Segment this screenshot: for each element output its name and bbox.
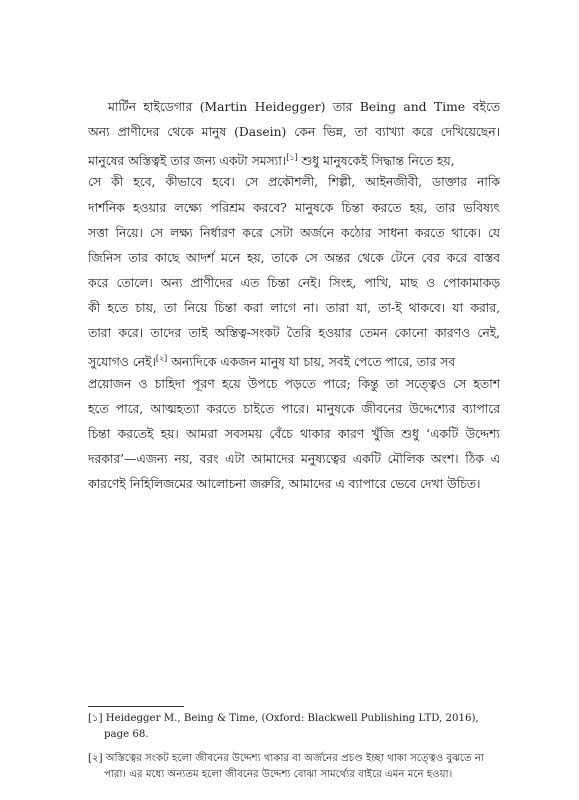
footnote-2: [২] অস্তিত্বের সংকট হলো জীবনের উদ্দেশ্য থাকার বা অর্জনের প্রচণ্ড ইচ্ছা থাকা সত্ত্বেও বুঝতে না: [88, 753, 484, 764]
text-line: সত্তা নিয়ে। সে লক্ষ্য নির্ধারণ করে সেটা অর্জনে কঠোর সাধনা করতে থাকে। যে: [88, 225, 500, 240]
text-line: দরকার’—এজন্য নয়, বরং এটা আমাদের মনুষ্যত্বের একটি মৌলিক অংশ। ঠিক এ: [88, 451, 500, 466]
footnote-ref-2[interactable]: [২]: [155, 354, 168, 364]
text-line: অন্য প্রাণীদের থেকে মানুষ (Dasein) কেন ভিন্ন, তা ব্যাখ্যা করে দেখিয়েছেন।: [88, 125, 500, 140]
text-line: প্রয়োজন ও চাহিদা পূরণ হয়ে উপচে পড়তে পারে; কিন্তু তা সত্ত্বেও সে হতাশ: [88, 376, 500, 391]
text-segment: মানুষের অস্তিত্বই তার জন্য একটা সমস্যা।: [88, 154, 287, 169]
text-line: দার্শনিক হওয়ার লক্ষ্যে পরিশ্রম করবে? মানুষকে চিন্তা করতে হয়, তার ভবিষ্যৎ: [88, 200, 500, 215]
footnotes: [88, 711, 500, 782]
text-line: জিনিস তার কাছে আদর্শ মনে হয়, তাকে সে অন্তর থেকে টেনে বের করে বাস্তব: [88, 250, 500, 265]
footnote-divider: [88, 706, 184, 707]
text-line: করে তোলে। অন্য প্রাণীদের এত চিন্তা নেই। সিংহ, পাখি, মাছ ও পোকামাকড়: [88, 275, 500, 290]
text-line: সে কী হবে, কীভাবে হবে। সে প্রকৌশলী, শিল্পী, আইনজীবী, ডাক্তার নাকি: [88, 175, 500, 190]
text-line: [88, 346, 500, 371]
footnote-1-continuation: page 68.: [104, 728, 149, 740]
footnote-1: [১] Heidegger M., Being & Time, (Oxford: Blackwell Publishing LTD, 2016),: [88, 713, 479, 724]
text-line: চিন্তা করতেই হয়। আমরা সবসময় বেঁচে থাকার কারণ খুঁজি শুধু ‘একটি উদ্দেশ্য: [88, 426, 500, 441]
text-line: তারা করে। তাদের তাই অস্তিত্ব-সংকট তৈরি হওয়ার তেমন কোনো কারণও নেই,: [88, 326, 500, 341]
text-line: কারণেই নিহিলিজমের আলোচনা জরুরি, আমাদের এ ব্যাপারে ভেবে দেখা উচিত।: [88, 477, 481, 492]
footnote-ref-1[interactable]: [১]: [286, 153, 298, 163]
text-segment: অন্যদিকে একজন মানুষ যা চায়, সবই পেতে পারে, তার সব: [171, 355, 456, 370]
text-line: হতে পারে, আত্মহত্যা করতে চাইতে পারে। মানুষকে জীবনের উদ্দেশ্যের ব্যাপারে: [88, 401, 500, 416]
body-paragraph: [88, 95, 500, 497]
text-segment: সুযোগও নেই।: [88, 355, 156, 370]
footnote-2-continuation: পারা। এর মধ্যে অন্যতম হলো জীবনের উদ্দেশ্য বোঝা সামর্থ্যের বাইরে এমন মনে হওয়া।: [104, 768, 453, 780]
text-segment: শুধু মানুষকেই সিদ্ধান্ত নিতে হয়,: [301, 154, 455, 169]
text-line: কী হতে চায়, তা নিয়ে চিন্তা করা লাগে না। তারা যা, তা-ই থাকবে। যা করার,: [88, 301, 500, 316]
text-line: [88, 145, 500, 170]
text-line: মার্টিন হাইডেগার (Martin Heidegger) তার Being and Time বইতে: [108, 100, 500, 114]
